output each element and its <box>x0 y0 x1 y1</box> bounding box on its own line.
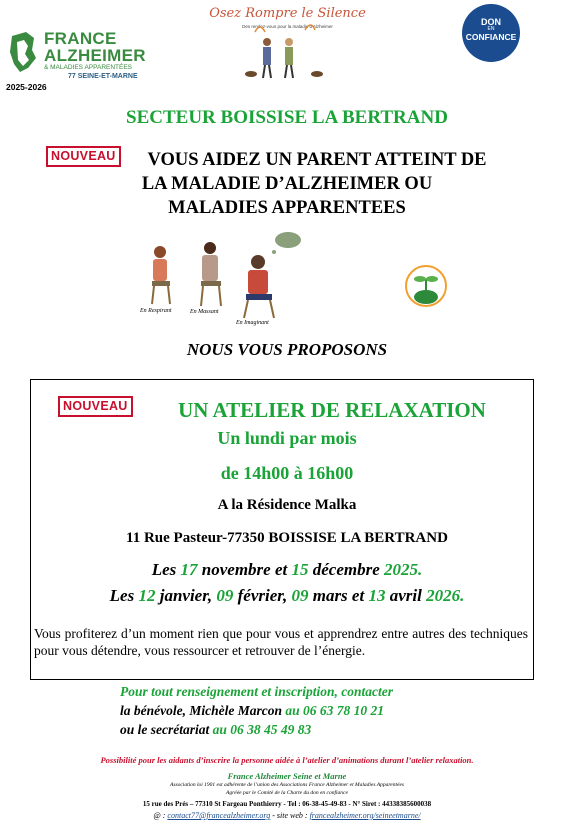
year-2026: 2026. <box>426 586 465 605</box>
nouveau-stamp: NOUVEAU <box>46 146 121 167</box>
dates2-text-f: avril <box>385 586 427 605</box>
footer-web <box>0 811 574 820</box>
dates1-text-c: décembre <box>308 560 385 579</box>
adresse-line: 11 Rue Pasteur-77350 BOISSISE LA BERTRAND <box>126 530 448 546</box>
site-prefix: - site web : <box>270 811 310 820</box>
caption-massant: En Massant <box>190 309 219 315</box>
org-title-line2: ALZHEIMER <box>44 46 146 65</box>
osez-rompre-logo <box>205 2 370 82</box>
nouveau-stamp-2: NOUVEAU <box>58 396 133 417</box>
lundi-line: Un lundi par mois <box>217 428 357 448</box>
year-2025: 2025. <box>384 560 423 579</box>
org-title <box>44 30 146 64</box>
headline-line3: MALADIES APPARENTEES <box>168 198 406 218</box>
caption-respirant: En Respirant <box>140 308 172 314</box>
growing-plant-icon <box>405 265 447 307</box>
dates-2026 <box>0 586 574 606</box>
dates-2025 <box>0 560 574 580</box>
org-department: 77 SEINE-ET-MARNE <box>68 73 138 80</box>
description-paragraph: Vous profiterez d’un moment rien que pour vous et apprendrez entre autres des techniques pour vous détendre, vous ressourcer et retrouver de l’énergie. <box>34 626 528 658</box>
email-link[interactable]: contact77@francealzheimer.org <box>167 811 271 820</box>
footer-org: France Alzheimer Seine et Marne <box>227 771 347 781</box>
dates2-text-c: février, <box>233 586 292 605</box>
date-13: 13 <box>368 586 386 605</box>
email-prefix: @ : <box>153 811 168 820</box>
org-title-line1: FRANCE <box>44 29 117 48</box>
year-label: 2025-2026 <box>6 82 47 92</box>
proposons-heading: NOUS VOUS PROPOSONS <box>186 340 388 359</box>
osez-rompre-title: Osez Rompre le Silence <box>209 6 366 21</box>
date-09-mar: 09 <box>291 586 309 605</box>
couple-walking-icon <box>205 2 370 82</box>
three-people-icon <box>138 232 303 332</box>
footer-assoc: Association loi 1901 est adhérente de l’union des Associations France Alzheimer et Maladies Apparentées <box>169 782 405 788</box>
relaxation-illustration <box>138 232 303 332</box>
website-link[interactable]: francealzheimer.org/seineetmarne/ <box>309 811 421 820</box>
atelier-title-text: UN ATELIER DE RELAXATION <box>178 398 486 422</box>
footer-address: 15 rue des Prés – 77310 St Fargeau Ponthierry - Tel : 06-38-45-49-83 - N° Siret : 44338385600038 <box>142 800 432 808</box>
footer-agree: Agréée par le Comité de la Charte du don en confiance <box>226 790 348 796</box>
headline-line1: VOUS AIDEZ UN PARENT ATTEINT DE <box>147 150 487 170</box>
atelier-title <box>0 398 574 423</box>
don-line3: CONFIANCE <box>465 32 517 42</box>
contact-secretariat-label: ou le secrétariat <box>120 722 210 737</box>
possibilite-note: Possibilité pour les aidants d’inscrire la personne aidée à l’atelier d’animations durant l’atelier relaxation. <box>100 755 474 765</box>
dates1-text-a: Les <box>151 560 181 579</box>
don-en-confiance-badge <box>462 4 520 62</box>
don-line2: EN <box>487 26 495 32</box>
dates2-text-e: mars et <box>308 586 369 605</box>
france-alzheimer-mark-icon <box>8 30 38 74</box>
contact-benevole-label: la bénévole, Michèle Marcon <box>120 703 282 718</box>
dates2-text-b: janvier, <box>155 586 217 605</box>
horaire-line: de 14h00 à 16h00 <box>220 463 354 483</box>
date-12: 12 <box>138 586 156 605</box>
france-alzheimer-logo <box>8 30 158 84</box>
residence-line: A la Résidence Malka <box>217 497 357 513</box>
contact-secretariat-phone: au 06 38 45 49 83 <box>212 722 312 737</box>
osez-rompre-text: Des rendez-vous pour la maladie d'Alzheimer <box>242 24 333 29</box>
org-subtitle: & MALADIES APPARENTÉES <box>44 64 133 71</box>
dates1-text-b: novembre et <box>197 560 292 579</box>
date-09-feb: 09 <box>216 586 234 605</box>
sector-title: SECTEUR BOISSISE LA BERTRAND <box>126 107 448 128</box>
headline <box>0 148 574 220</box>
contact-benevole-phone: au 06 63 78 10 21 <box>285 703 384 718</box>
dates2-text-a: Les <box>109 586 139 605</box>
date-17: 17 <box>180 560 198 579</box>
caption-imaginant: En Imaginant <box>236 320 269 326</box>
contact-line1: Pour tout renseignement et inscription, contacter <box>120 684 394 699</box>
date-15: 15 <box>291 560 309 579</box>
headline-line2: LA MALADIE D’ALZHEIMER OU <box>141 174 433 194</box>
don-line1: DON <box>481 17 501 27</box>
contact-block <box>120 682 393 739</box>
